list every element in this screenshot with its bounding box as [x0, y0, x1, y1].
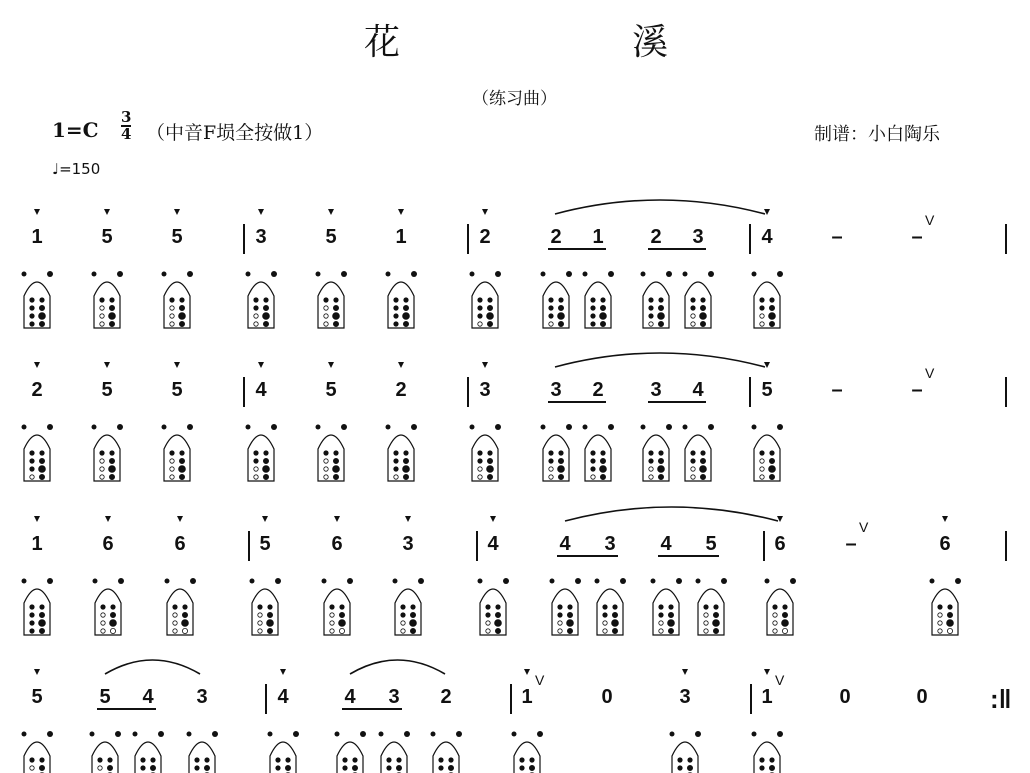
accent-mark [482, 362, 488, 368]
title-char-2: 溪 [632, 22, 669, 63]
accent-mark [942, 516, 948, 522]
ocarina-fingering-icon [314, 423, 348, 485]
accent-mark [177, 516, 183, 522]
ocarina-fingering-icon [468, 270, 502, 332]
note: 1 [592, 226, 604, 248]
ocarina-fingering-icon [476, 577, 510, 639]
instrument-note: （中音F埙全按做1） [146, 122, 324, 144]
breath-mark: V [925, 365, 935, 381]
accent-mark [258, 362, 264, 368]
ocarina-fingering-icon [639, 423, 673, 485]
note: 1 [31, 226, 43, 248]
accent-mark [490, 516, 496, 522]
note: 6 [331, 533, 343, 555]
ocarina-fingering-icon [163, 577, 197, 639]
ocarina-fingering-icon [681, 423, 715, 485]
barline [265, 684, 267, 714]
note: 1 [761, 686, 773, 708]
barline [243, 377, 245, 407]
end-repeat-barline: :‖ [990, 684, 1012, 714]
ocarina-fingering-icon [131, 730, 165, 773]
note: 5 [31, 686, 43, 708]
ocarina-fingering-icon [160, 423, 194, 485]
underline-beam [97, 708, 156, 710]
ocarina-fingering-icon [539, 270, 573, 332]
note: 2 [479, 226, 491, 248]
accent-mark [398, 362, 404, 368]
accent-mark [34, 669, 40, 675]
note: 4 [487, 533, 499, 555]
slur [555, 349, 765, 369]
ocarina-fingering-icon [333, 730, 367, 773]
ocarina-fingering-icon [468, 423, 502, 485]
note: 3 [388, 686, 400, 708]
ocarina-fingering-icon [384, 423, 418, 485]
underline-beam [342, 708, 402, 710]
note: 5 [761, 379, 773, 401]
note: – [831, 226, 843, 248]
note: 3 [550, 379, 562, 401]
barline [243, 224, 245, 254]
note: 4 [559, 533, 571, 555]
subtitle: （练习曲） [472, 89, 557, 109]
note: 5 [101, 226, 113, 248]
accent-mark [280, 669, 286, 675]
note: – [911, 379, 923, 401]
accent-mark [682, 669, 688, 675]
barline [749, 377, 751, 407]
underline-beam [557, 555, 618, 557]
ocarina-fingering-icon [391, 577, 425, 639]
accent-mark [328, 362, 334, 368]
note: 0 [916, 686, 928, 708]
note: 1 [521, 686, 533, 708]
barline [476, 531, 478, 561]
ocarina-fingering-icon [668, 730, 702, 773]
barline [1005, 224, 1007, 254]
note: – [911, 226, 923, 248]
barline [763, 531, 765, 561]
ocarina-fingering-icon [750, 423, 784, 485]
note: 1 [395, 226, 407, 248]
note: 5 [99, 686, 111, 708]
ocarina-fingering-icon [429, 730, 463, 773]
note: 2 [592, 379, 604, 401]
arranger: 制谱：小白陶乐 [814, 124, 940, 145]
ocarina-fingering-icon [20, 730, 54, 773]
accent-mark [174, 209, 180, 215]
ocarina-fingering-icon [20, 577, 54, 639]
note: 3 [679, 686, 691, 708]
note: 3 [650, 379, 662, 401]
note: 3 [402, 533, 414, 555]
note: 5 [259, 533, 271, 555]
slur [105, 656, 200, 676]
barline [1005, 531, 1007, 561]
note: 5 [101, 379, 113, 401]
note: 5 [705, 533, 717, 555]
accent-mark [764, 669, 770, 675]
note: 3 [196, 686, 208, 708]
note: – [831, 379, 843, 401]
accent-mark [328, 209, 334, 215]
ocarina-fingering-icon [160, 270, 194, 332]
breath-mark: V [859, 519, 869, 535]
ocarina-fingering-icon [90, 423, 124, 485]
note: 5 [325, 226, 337, 248]
barline [1005, 377, 1007, 407]
note: 2 [550, 226, 562, 248]
accent-mark [104, 209, 110, 215]
ocarina-fingering-icon [91, 577, 125, 639]
accent-mark [258, 209, 264, 215]
accent-mark [262, 516, 268, 522]
ocarina-fingering-icon [750, 270, 784, 332]
accent-mark [34, 362, 40, 368]
accent-mark [334, 516, 340, 522]
note: 6 [174, 533, 186, 555]
note: 5 [325, 379, 337, 401]
note: 4 [761, 226, 773, 248]
accent-mark [105, 516, 111, 522]
ocarina-fingering-icon [593, 577, 627, 639]
ocarina-fingering-icon [539, 423, 573, 485]
barline [467, 224, 469, 254]
ocarina-fingering-icon [928, 577, 962, 639]
ocarina-fingering-icon [581, 423, 615, 485]
accent-mark [174, 362, 180, 368]
note: 3 [479, 379, 491, 401]
ocarina-fingering-icon [88, 730, 122, 773]
barline [750, 684, 752, 714]
ocarina-fingering-icon [320, 577, 354, 639]
note: 4 [344, 686, 356, 708]
note: 6 [939, 533, 951, 555]
barline [248, 531, 250, 561]
barline [749, 224, 751, 254]
accent-mark [405, 516, 411, 522]
ocarina-fingering-icon [639, 270, 673, 332]
note: 3 [692, 226, 704, 248]
accent-mark [34, 209, 40, 215]
barline [467, 377, 469, 407]
slur [555, 196, 765, 216]
note: 4 [660, 533, 672, 555]
note: 1 [31, 533, 43, 555]
ocarina-fingering-icon [20, 270, 54, 332]
title-char-1: 花 [364, 22, 401, 63]
note: 3 [255, 226, 267, 248]
slur [565, 503, 778, 523]
underline-beam [648, 401, 706, 403]
ocarina-fingering-icon [384, 270, 418, 332]
ocarina-fingering-icon [763, 577, 797, 639]
ocarina-fingering-icon [20, 423, 54, 485]
note: 2 [440, 686, 452, 708]
underline-beam [648, 248, 706, 250]
breath-mark: V [925, 212, 935, 228]
note: 0 [839, 686, 851, 708]
ocarina-fingering-icon [548, 577, 582, 639]
ocarina-fingering-icon [377, 730, 411, 773]
time-signature [121, 110, 131, 142]
underline-beam [548, 248, 606, 250]
note: 3 [604, 533, 616, 555]
ocarina-fingering-icon [185, 730, 219, 773]
note: 5 [171, 379, 183, 401]
note: 6 [102, 533, 114, 555]
note: 4 [692, 379, 704, 401]
note: – [845, 533, 857, 555]
note: 2 [650, 226, 662, 248]
breath-mark: V [775, 672, 785, 688]
note: 5 [171, 226, 183, 248]
note: 6 [774, 533, 786, 555]
ocarina-fingering-icon [90, 270, 124, 332]
tempo-mark: ♩=150 [52, 160, 101, 178]
time-bottom: 4 [121, 125, 132, 143]
ocarina-fingering-icon [266, 730, 300, 773]
ocarina-fingering-icon [244, 423, 278, 485]
ocarina-fingering-icon [681, 270, 715, 332]
note: 4 [142, 686, 154, 708]
ocarina-fingering-icon [510, 730, 544, 773]
ocarina-fingering-icon [244, 270, 278, 332]
breath-mark: V [535, 672, 545, 688]
note: 4 [255, 379, 267, 401]
time-top: 3 [121, 108, 132, 126]
note: 2 [31, 379, 43, 401]
underline-beam [548, 401, 606, 403]
ocarina-fingering-icon [248, 577, 282, 639]
ocarina-fingering-icon [750, 730, 784, 773]
accent-mark [398, 209, 404, 215]
slur [350, 656, 445, 676]
note: 2 [395, 379, 407, 401]
ocarina-fingering-icon [314, 270, 348, 332]
ocarina-fingering-icon [694, 577, 728, 639]
accent-mark [104, 362, 110, 368]
accent-mark [482, 209, 488, 215]
ocarina-fingering-icon [649, 577, 683, 639]
key-signature: 1=C [52, 118, 99, 142]
underline-beam [658, 555, 719, 557]
note: 0 [601, 686, 613, 708]
accent-mark [34, 516, 40, 522]
ocarina-fingering-icon [581, 270, 615, 332]
note: 4 [277, 686, 289, 708]
accent-mark [524, 669, 530, 675]
barline [510, 684, 512, 714]
